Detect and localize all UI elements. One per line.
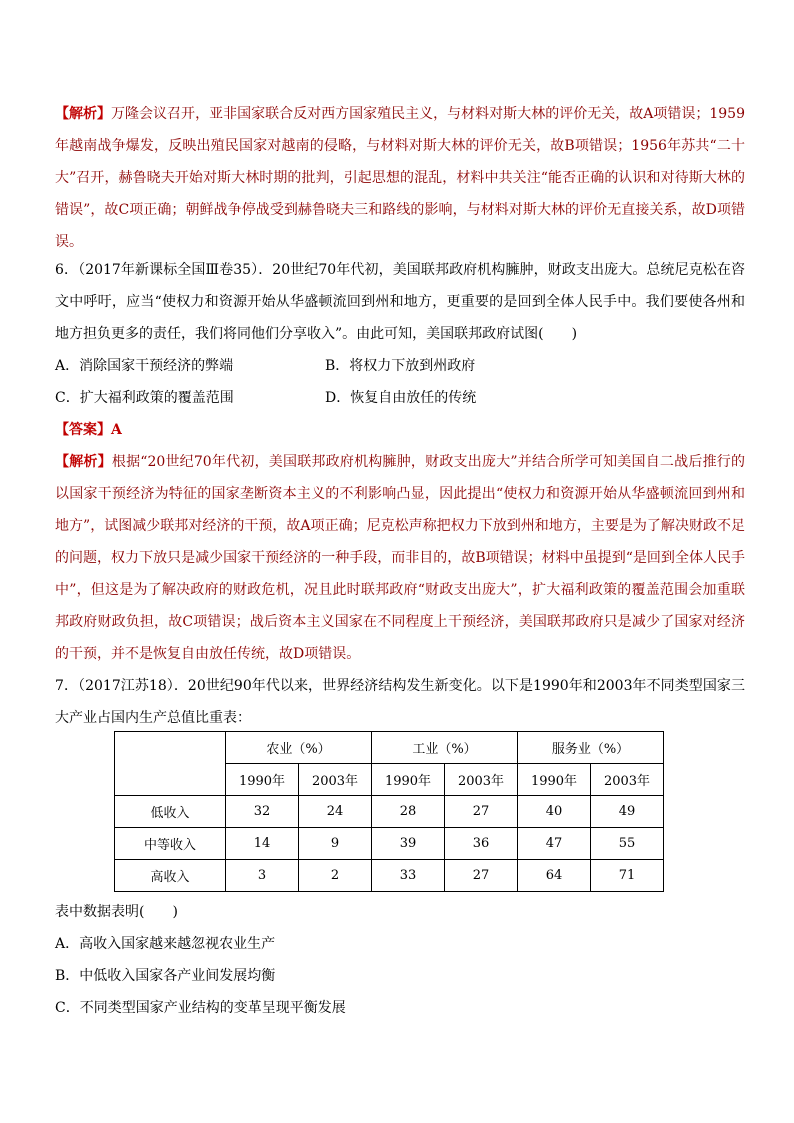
table-corner-cell [115, 732, 226, 796]
option-c: C．扩大福利政策的覆盖范围 [55, 390, 234, 406]
table-cell: 49 [591, 796, 664, 828]
option-c: C．不同类型国家产业结构的变革呈现平衡发展 [55, 1000, 346, 1016]
table-year-header: 1990年 [518, 764, 591, 796]
table-cell: 9 [299, 828, 372, 860]
table-cell: 64 [518, 860, 591, 892]
table-group-header: 服务业（%） [518, 732, 664, 764]
question-6 [55, 254, 745, 350]
table-cell: 32 [226, 796, 299, 828]
option-d: D．恢复自由放任的传统 [325, 390, 477, 406]
table-cell: 24 [299, 796, 372, 828]
table-year-header: 1990年 [372, 764, 445, 796]
question-7-tail [55, 896, 745, 1024]
analysis-paragraph [55, 98, 745, 258]
question-7-stem: 7．（2017江苏18）．20世纪90年代以来，世界经济结构发生新变化。以下是1990年和2003年不同类型国家三大产业占国内生产总值比重表： [55, 678, 745, 726]
table-row [115, 860, 664, 892]
table-year-header: 1990年 [226, 764, 299, 796]
analysis-text: 根据“20世纪70年代初，美国联邦政府机构臃肿，财政支出庞大”并结合所学可知美国自二战后推行的以国家干预经济为特征的国家垄断资本主义的不利影响凸显，因此提出“使权力和资源开始从华盛顿流回到州和地方”，试图减少联邦对经济的干预，故A项正确；尼克松声称把权力下放到州和地方，主要是为了解决财政不足的问题，权力下放只是减少国家干预经济的一种手段，而非目的，故B项错误；材料中虽提到“是回到全体人民手中”，但这是为了解决政府的财政危机，况且此时联邦政府“财政支出庞大”，扩大福利政策的覆盖范围会加重联邦政府财政负担，故C项错误；战后资本主义国家在不同程度上干预经济，美国联邦政府只是减少了国家对经济的干预，并不是恢复自由放任传统，故D项错误。 [55, 454, 745, 662]
table-cell: 47 [518, 828, 591, 860]
question-6-stem: 6．（2017年新课标全国Ⅲ卷35）．20世纪70年代初，美国联邦政府机构臃肿，财政支出庞大。总统尼克松在咨文中呼吁，应当“使权力和资源开始从华盛顿流回到州和地方，更重要的是回到全体人民手中。我们要使各州和地方担负更多的责任，我们将同他们分享收入”。由此可知，美国联邦政府试图( ) [55, 262, 745, 342]
table-cell: 3 [226, 860, 299, 892]
table-cell: 2 [299, 860, 372, 892]
option-a: A．高收入国家越来越忽视农业生产 [55, 936, 276, 952]
answer-value: A [111, 422, 122, 438]
table-cell: 71 [591, 860, 664, 892]
option-b: B．中低收入国家各产业间发展均衡 [55, 968, 276, 984]
table-cell: 28 [372, 796, 445, 828]
analysis-tag: 【解析】 [55, 454, 112, 470]
table-group-header: 工业（%） [372, 732, 518, 764]
analysis-block-q5 [55, 98, 745, 258]
question-6-answer [55, 414, 745, 446]
analysis-tag: 【解析】 [55, 106, 112, 122]
table-row-label: 中等收入 [115, 828, 226, 860]
question-6-analysis [55, 446, 745, 670]
industry-share-table [114, 731, 664, 892]
table-year-header: 2003年 [591, 764, 664, 796]
table-cell: 27 [445, 796, 518, 828]
table-cell: 14 [226, 828, 299, 860]
table-year-header: 2003年 [299, 764, 372, 796]
table-row [115, 828, 664, 860]
table-group-header: 农业（%） [226, 732, 372, 764]
table-cell: 36 [445, 828, 518, 860]
table-cell: 33 [372, 860, 445, 892]
table-cell: 55 [591, 828, 664, 860]
answer-tag: 【答案】 [55, 422, 111, 438]
question-7-prompt: 表中数据表明( ) [55, 904, 178, 920]
table-cell: 39 [372, 828, 445, 860]
analysis-text: 万隆会议召开，亚非国家联合反对西方国家殖民主义，与材料对斯大林的评价无关，故A项错误；1959年越南战争爆发，反映出殖民国家对越南的侵略，与材料对斯大林的评价无关，故B项错误；1956年苏共“二十大”召开，赫鲁晓夫开始对斯大林时期的批判，引起思想的混乱，材料中共关注“能否正确的认识和对待斯大林的错误”，故C项正确；朝鲜战争停战受到赫鲁晓夫三和路线的影响，与材料对斯大林的评价无直接关系，故D项错误。 [55, 106, 745, 250]
question-6-options [55, 350, 745, 414]
table-header-row [115, 732, 664, 764]
table-year-header: 2003年 [445, 764, 518, 796]
option-b: B．将权力下放到州政府 [325, 358, 476, 374]
table-cell: 27 [445, 860, 518, 892]
question-7 [55, 670, 745, 734]
table-cell: 40 [518, 796, 591, 828]
option-a: A．消除国家干预经济的弊端 [55, 358, 234, 374]
table-row-label: 低收入 [115, 796, 226, 828]
table-row-label: 高收入 [115, 860, 226, 892]
table-row [115, 796, 664, 828]
